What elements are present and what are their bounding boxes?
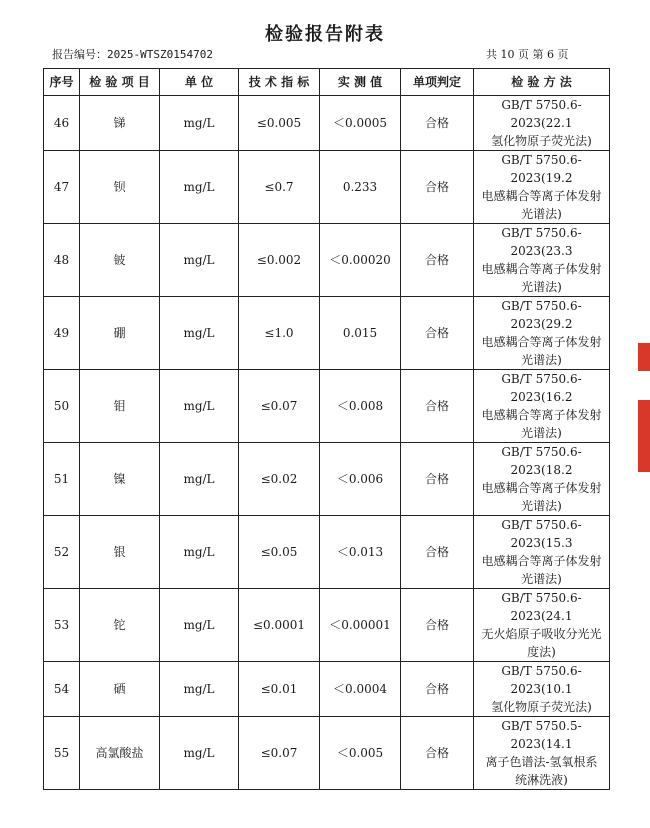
item-name: 锑 xyxy=(80,96,160,151)
unit-cell: mg/L xyxy=(160,516,239,589)
verdict-cell: 合格 xyxy=(401,516,474,589)
item-name: 铊 xyxy=(80,589,160,662)
report-number: 报告编号：2025-WTSZ0154702 xyxy=(52,48,213,61)
spec-limit: ≤0.002 xyxy=(239,224,320,297)
col-header-unit: 单 位 xyxy=(160,69,239,96)
unit-cell: mg/L xyxy=(160,297,239,370)
spec-limit: ≤0.02 xyxy=(239,443,320,516)
table-row xyxy=(44,96,610,151)
verdict-cell: 合格 xyxy=(401,717,474,790)
test-method: GB/T 5750.6-2023(18.2 电感耦合等离子体发射 光谱法) xyxy=(474,443,610,516)
spec-limit: ≤0.005 xyxy=(239,96,320,151)
spec-limit: ≤0.07 xyxy=(239,370,320,443)
spec-limit: ≤0.7 xyxy=(239,151,320,224)
verdict-cell: 合格 xyxy=(401,224,474,297)
table-row xyxy=(44,443,610,516)
row-number: 55 xyxy=(44,717,80,790)
unit-cell: mg/L xyxy=(160,96,239,151)
unit-cell: mg/L xyxy=(160,717,239,790)
table-row xyxy=(44,151,610,224)
test-method: GB/T 5750.6-2023(15.3 电感耦合等离子体发射 光谱法) xyxy=(474,516,610,589)
item-name: 铍 xyxy=(80,224,160,297)
red-seal-fragment xyxy=(638,400,650,472)
test-method: GB/T 5750.6-2023(23.3 电感耦合等离子体发射 光谱法) xyxy=(474,224,610,297)
test-method: GB/T 5750.6-2023(10.1 氢化物原子荧光法) xyxy=(474,662,610,717)
unit-cell: mg/L xyxy=(160,370,239,443)
unit-cell: mg/L xyxy=(160,224,239,297)
col-header-measured: 实 测 值 xyxy=(320,69,401,96)
table-header-row xyxy=(44,69,610,96)
verdict-cell: 合格 xyxy=(401,151,474,224)
verdict-cell: 合格 xyxy=(401,96,474,151)
col-header-method: 检 验 方 法 xyxy=(474,69,610,96)
inspection-results-table xyxy=(43,68,610,790)
item-name: 硒 xyxy=(80,662,160,717)
test-method: GB/T 5750.6-2023(24.1 无火焰原子吸收分光光 度法) xyxy=(474,589,610,662)
item-name: 钼 xyxy=(80,370,160,443)
spec-limit: ≤0.07 xyxy=(239,717,320,790)
test-method: GB/T 5750.6-2023(16.2 电感耦合等离子体发射 光谱法) xyxy=(474,370,610,443)
red-seal-fragment xyxy=(638,343,650,371)
unit-cell: mg/L xyxy=(160,589,239,662)
verdict-cell: 合格 xyxy=(401,589,474,662)
spec-limit: ≤0.05 xyxy=(239,516,320,589)
spec-limit: ≤1.0 xyxy=(239,297,320,370)
measured-value: ＜0.00001 xyxy=(320,589,401,662)
test-method: GB/T 5750.6-2023(29.2 电感耦合等离子体发射 光谱法) xyxy=(474,297,610,370)
item-name: 镍 xyxy=(80,443,160,516)
item-name: 高氯酸盐 xyxy=(80,717,160,790)
row-number: 53 xyxy=(44,589,80,662)
measured-value: ＜0.0004 xyxy=(320,662,401,717)
measured-value: 0.233 xyxy=(320,151,401,224)
verdict-cell: 合格 xyxy=(401,443,474,516)
row-number: 54 xyxy=(44,662,80,717)
unit-cell: mg/L xyxy=(160,662,239,717)
row-number: 50 xyxy=(44,370,80,443)
table-row xyxy=(44,297,610,370)
item-name: 银 xyxy=(80,516,160,589)
measured-value: ＜0.005 xyxy=(320,717,401,790)
row-number: 48 xyxy=(44,224,80,297)
item-name: 钡 xyxy=(80,151,160,224)
col-header-no: 序号 xyxy=(44,69,80,96)
measured-value: ＜0.008 xyxy=(320,370,401,443)
table-row xyxy=(44,224,610,297)
spec-limit: ≤0.0001 xyxy=(239,589,320,662)
row-number: 52 xyxy=(44,516,80,589)
test-method: GB/T 5750.5-2023(14.1 离子色谱法-氢氧根系 统淋洗液) xyxy=(474,717,610,790)
col-header-verdict: 单项判定 xyxy=(401,69,474,96)
measured-value: 0.015 xyxy=(320,297,401,370)
verdict-cell: 合格 xyxy=(401,370,474,443)
item-name: 硼 xyxy=(80,297,160,370)
col-header-item: 检 验 项 目 xyxy=(80,69,160,96)
row-number: 46 xyxy=(44,96,80,151)
test-method: GB/T 5750.6-2023(22.1 氢化物原子荧光法) xyxy=(474,96,610,151)
row-number: 47 xyxy=(44,151,80,224)
table-row xyxy=(44,516,610,589)
row-number: 49 xyxy=(44,297,80,370)
spec-limit: ≤0.01 xyxy=(239,662,320,717)
unit-cell: mg/L xyxy=(160,151,239,224)
measured-value: ＜0.00020 xyxy=(320,224,401,297)
report-title: 检验报告附表 xyxy=(265,24,385,45)
verdict-cell: 合格 xyxy=(401,297,474,370)
table-row xyxy=(44,589,610,662)
measured-value: ＜0.006 xyxy=(320,443,401,516)
test-method: GB/T 5750.6-2023(19.2 电感耦合等离子体发射 光谱法) xyxy=(474,151,610,224)
page-indicator: 共 10 页 第 6 页 xyxy=(486,48,569,61)
row-number: 51 xyxy=(44,443,80,516)
col-header-spec: 技 术 指 标 xyxy=(239,69,320,96)
measured-value: ＜0.0005 xyxy=(320,96,401,151)
verdict-cell: 合格 xyxy=(401,662,474,717)
table-row xyxy=(44,662,610,717)
measured-value: ＜0.013 xyxy=(320,516,401,589)
table-row xyxy=(44,717,610,790)
unit-cell: mg/L xyxy=(160,443,239,516)
table-row xyxy=(44,370,610,443)
